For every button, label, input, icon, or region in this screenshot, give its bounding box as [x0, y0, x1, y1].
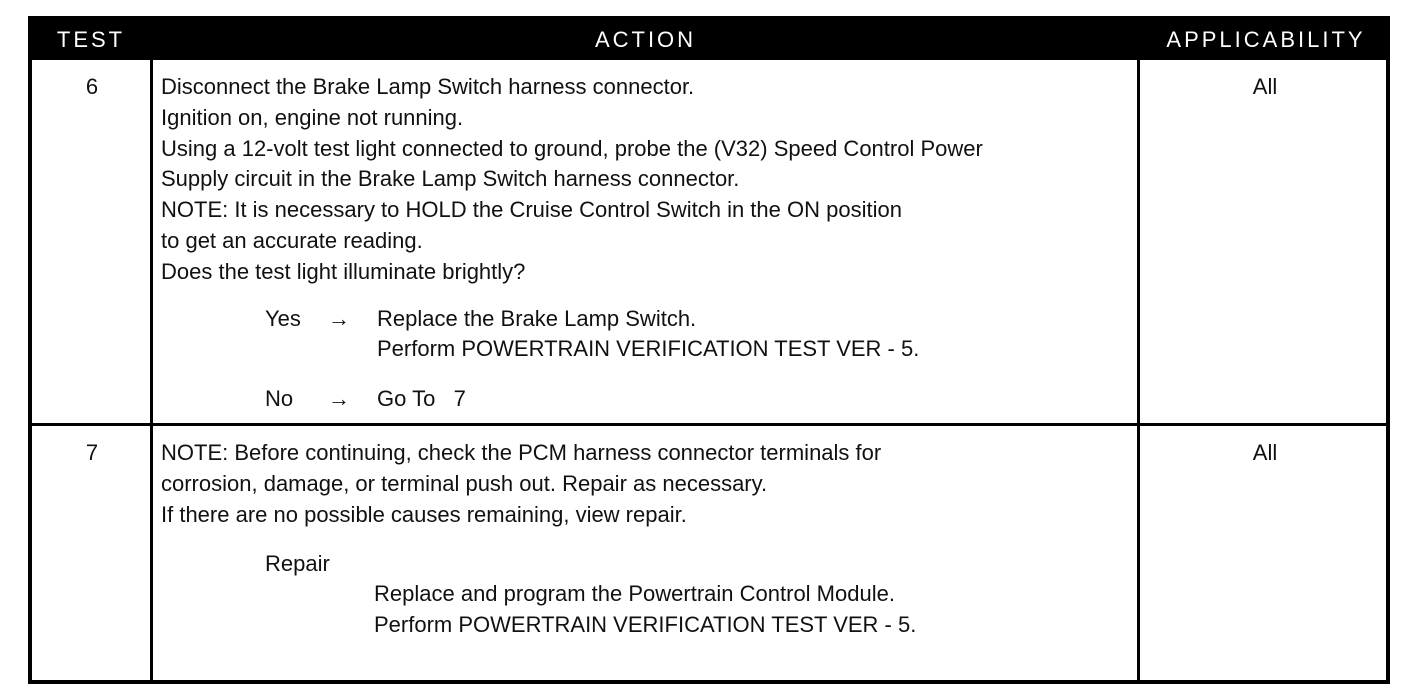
row-divider	[32, 423, 1386, 426]
header-test: TEST	[56, 27, 126, 52]
header-action: ACTION	[594, 27, 697, 52]
action-line: If there are no possible causes remaining, view repair.	[161, 501, 687, 527]
action-line: NOTE: It is necessary to HOLD the Cruise Control Switch in the ON position	[161, 197, 902, 223]
yes-action-line: Replace the Brake Lamp Switch.	[377, 306, 697, 331]
arrow-right-icon: →	[328, 306, 350, 331]
no-label: No	[265, 386, 294, 411]
action-text	[161, 72, 1136, 288]
arrow-right-icon: →	[328, 386, 350, 411]
repair-action-line: Replace and program the Powertrain Control Module.	[374, 581, 895, 606]
action-line: Using a 12-volt test light connected to ground, probe the (V32) Speed Control Power	[161, 135, 983, 161]
yes-label: Yes	[265, 306, 301, 331]
test-number: 6	[85, 74, 99, 99]
repair-label: Repair	[265, 551, 330, 576]
action-line: corrosion, damage, or terminal push out. Repair as necessary.	[161, 470, 768, 496]
action-line: Disconnect the Brake Lamp Switch harness connector.	[161, 74, 695, 99]
action-line: Supply circuit in the Brake Lamp Switch harness connector.	[161, 166, 740, 192]
table-header	[32, 20, 1386, 60]
yes-action-line: Perform POWERTRAIN VERIFICATION TEST VER - 5.	[377, 336, 920, 361]
column-divider-action	[1137, 60, 1140, 684]
applicability-value: All	[1252, 440, 1278, 465]
applicability-value: All	[1252, 74, 1278, 99]
no-action: Go To 7	[377, 386, 466, 411]
test-number: 7	[85, 440, 99, 465]
repair-action-line: Perform POWERTRAIN VERIFICATION TEST VER - 5.	[374, 612, 917, 637]
column-divider-test	[150, 60, 153, 684]
action-line: Ignition on, engine not running.	[161, 104, 464, 130]
header-applicability: APPLICABILITY	[1166, 27, 1366, 52]
action-line: to get an accurate reading.	[161, 227, 423, 253]
diagnostic-table	[28, 16, 1390, 684]
action-line: NOTE: Before continuing, check the PCM harness connector terminals for	[161, 440, 882, 465]
action-text	[161, 438, 1136, 530]
action-line: Does the test light illuminate brightly?	[161, 258, 526, 284]
